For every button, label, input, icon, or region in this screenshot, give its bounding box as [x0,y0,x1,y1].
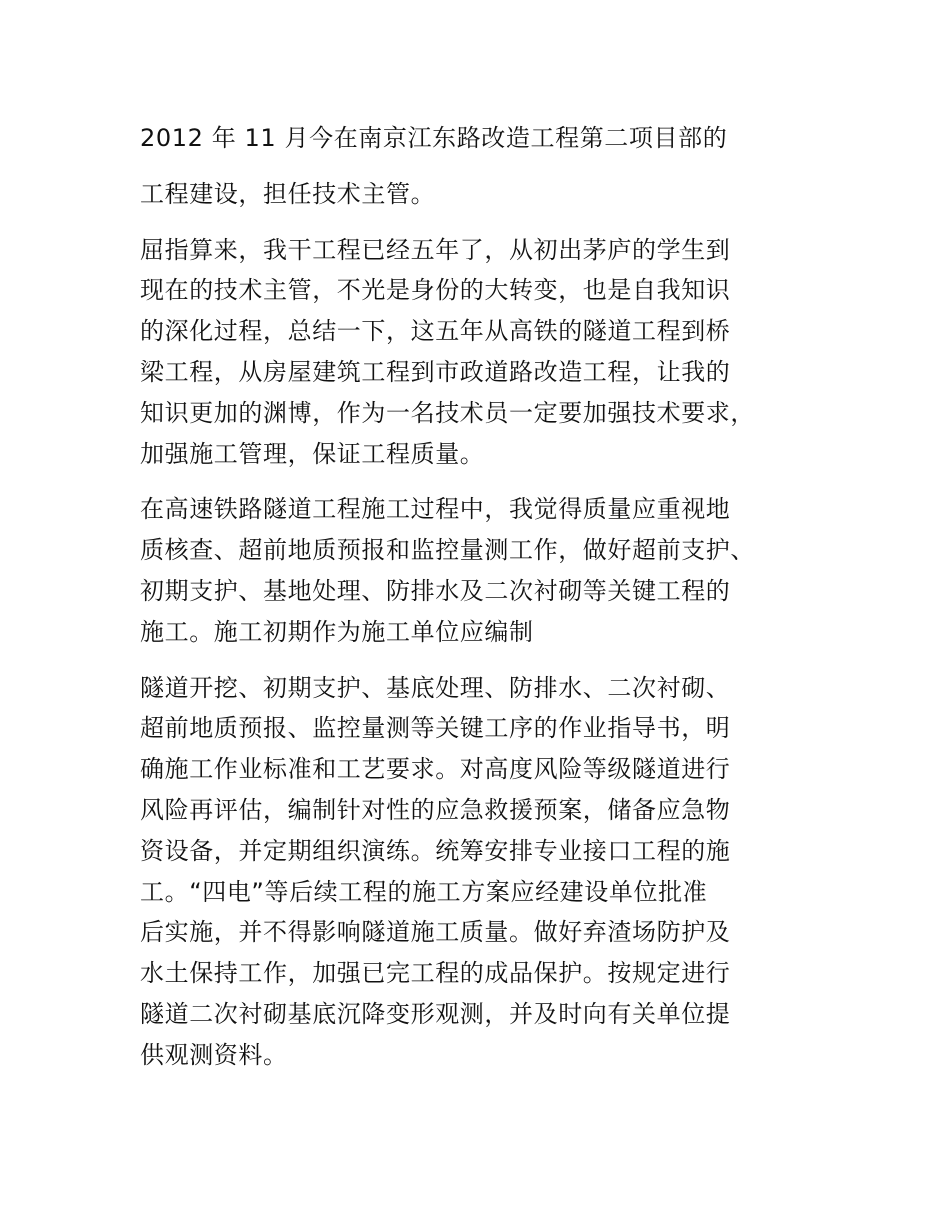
text-line: 2012 年 11 月今在南京江东路改造工程第二项目部的 [140,124,728,152]
text-line: 施工。施工初期作为施工单位应编制 [140,617,534,646]
text-line: 隧道二次衬砌基底沉降变形观测，并及时向有关单位提 [140,999,731,1028]
text-line: 知识更加的渊博，作为一名技术员一定要加强技术要求， [140,398,755,427]
text-line: 隧道开挖、初期支护、基底处理、防排水、二次衬砌、 [140,673,731,702]
text-line: 梁工程，从房屋建筑工程到市政道路改造工程，让我的 [140,357,731,386]
text-line: 后实施，并不得影响隧道施工质量。做好弃渣场防护及 [140,918,731,947]
text-line: 水土保持工作，加强已完工程的成品保护。按规定进行 [140,959,731,988]
text-line: 加强施工管理，保证工程质量。 [140,439,485,468]
text-line: 供观测资料。 [140,1040,288,1069]
text-line: 超前地质预报、监控量测等关键工序的作业指导书，明 [140,714,731,743]
text-line: 工。“四电”等后续工程的施工方案应经建设单位批准 [140,877,708,906]
text-line: 工程建设，担任技术主管。 [140,179,436,208]
text-line: 确施工作业标准和工艺要求。对高度风险等级隧道进行 [140,755,731,784]
paragraph-4 [140,489,820,652]
text-line: 屈指算来，我干工程已经五年了，从初出茅庐的学生到 [140,235,731,264]
paragraph-1 [140,118,820,159]
text-line: 资设备，并定期组织演练。统筹安排专业接口工程的施 [140,836,731,865]
document-body [140,118,820,1091]
text-line: 的深化过程，总结一下，这五年从高铁的隧道工程到桥 [140,317,731,346]
text-line: 在高速铁路隧道工程施工过程中，我觉得质量应重视地 [140,495,731,524]
text-line: 初期支护、基地处理、防排水及二次衬砌等关键工程的 [140,576,731,605]
paragraph-5 [140,668,820,1076]
paragraph-3 [140,230,820,475]
paragraph-2 [140,174,820,215]
text-line: 质核查、超前地质预报和监控量测工作，做好超前支护、 [140,536,755,565]
text-line: 现在的技术主管，不光是身份的大转变，也是自我知识 [140,276,731,305]
text-line: 风险再评估，编制针对性的应急救援预案，储备应急物 [140,795,731,824]
